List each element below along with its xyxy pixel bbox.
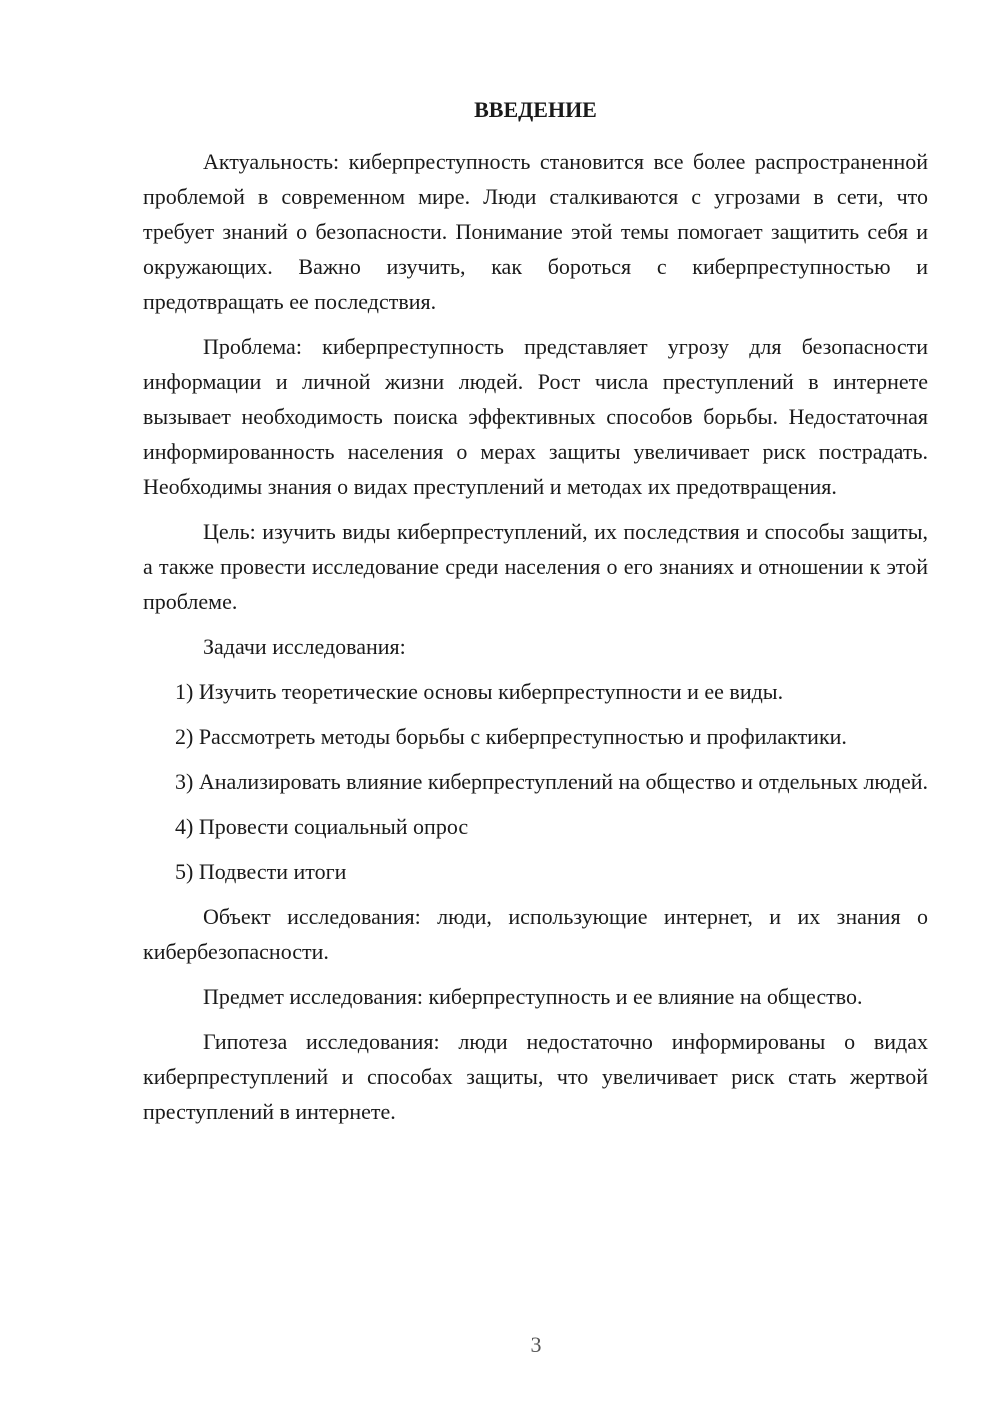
page-number: 3 <box>530 1332 542 1357</box>
task-item: 5) Подвести итоги <box>175 859 347 884</box>
task-item: 4) Провести социальный опрос <box>175 814 469 839</box>
text-column <box>143 92 928 1139</box>
paragraph-problem: Проблема: киберпреступность представляет угрозу для безопасности информации и личной жизни людей. Рост числа преступлений в интернете вызывает необходимость поиска эффективных способов борьбы. Недостаточная информированность населения о мерах защиты увеличивает риск пострадать. Необходимы знания о видах преступлений и методах их предотвращения. <box>143 334 928 499</box>
task-item: 1) Изучить теоретические основы киберпреступности и ее виды. <box>175 679 784 704</box>
tasks-title: Задачи исследования: <box>203 634 406 659</box>
paragraph-subject: Предмет исследования: киберпреступность и ее влияние на общество. <box>203 984 863 1009</box>
paragraph-relevance: Актуальность: киберпреступность становится все более распространенной проблемой в современном мире. Люди сталкиваются с угрозами в сети, что требует знаний о безопасности. Понимание этой темы помогает защитить себя и окружающих. Важно изучить, как бороться с киберпреступностью и предотвращать ее последствия. <box>143 149 928 314</box>
task-item: 2) Рассмотреть методы борьбы с киберпреступностью и профилактики. <box>175 724 847 749</box>
paragraph-goal: Цель: изучить виды киберпреступлений, их последствия и способы защиты, а также провести исследование среди населения о его знаниях и отношении к этой проблеме. <box>143 519 928 614</box>
paragraph-object: Объект исследования: люди, использующие интернет, и их знания о кибербезопасности. <box>143 904 928 964</box>
task-item: 3) Анализировать влияние киберпреступлений на общество и отдельных людей. <box>175 769 928 794</box>
paragraph-hypothesis: Гипотеза исследования: люди недостаточно информированы о видах киберпреступлений и способах защиты, что увеличивает риск стать жертвой преступлений в интернете. <box>143 1029 928 1124</box>
page-title: ВВЕДЕНИЕ <box>474 97 597 122</box>
